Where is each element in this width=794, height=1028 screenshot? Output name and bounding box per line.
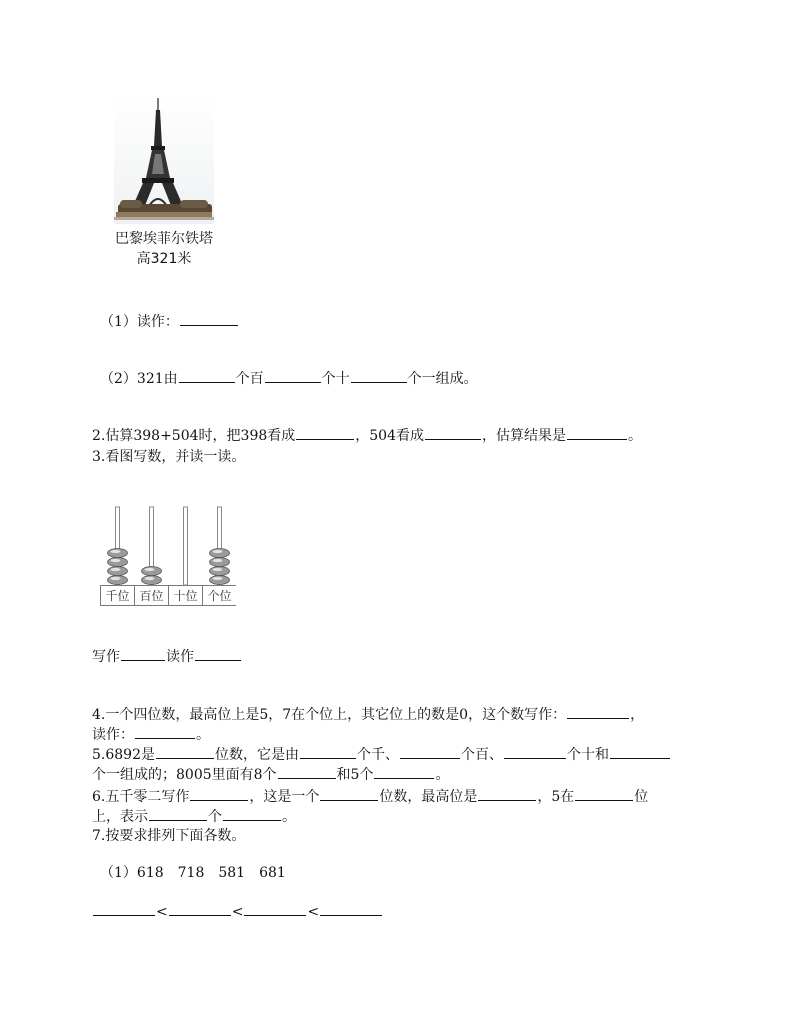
question-text: ，5在 (537, 789, 575, 805)
question-7-numbers: （1）618 718 581 681 (100, 865, 286, 881)
answer-blank[interactable] (296, 425, 354, 440)
answer-blank[interactable] (351, 368, 407, 383)
read-label: 读作 (166, 649, 194, 665)
answer-blank[interactable] (278, 764, 336, 779)
abacus-bead (108, 558, 128, 567)
question-text: 和5个 (336, 767, 374, 783)
question-text: 4.一个四位数，最高位上是5，7在个位上，其它位上的数是0，这个数写作： (92, 707, 567, 723)
abacus-bead (210, 558, 230, 567)
question-2 (92, 425, 642, 445)
eiffel-tower-icon (114, 96, 214, 224)
abacus-diagram (100, 505, 236, 607)
answer-blank[interactable] (400, 744, 460, 759)
question-6-line-2 (92, 806, 296, 826)
question-text: 个一组成的；8005里面有8个 (92, 767, 277, 783)
question-text: ，504看成 (355, 428, 424, 444)
abacus-bead (108, 576, 128, 585)
question-text: 5.6892是 (92, 747, 155, 763)
question-text: 个十和 (567, 747, 609, 763)
question-text: 。 (282, 809, 296, 825)
abacus-place-label: 十位 (173, 589, 198, 603)
abacus-place-label: 个位 (207, 589, 232, 603)
question-text: 6.五千零二写作 (92, 789, 190, 805)
question-7-ordering (92, 901, 383, 921)
answer-blank[interactable] (190, 786, 248, 801)
abacus-bead-highlight (145, 577, 155, 580)
answer-blank[interactable] (156, 744, 214, 759)
abacus-bead (210, 576, 230, 585)
question-text: ，估算结果是 (482, 428, 566, 444)
abacus-bead-highlight (111, 559, 121, 562)
write-answer-blank[interactable] (121, 646, 165, 661)
answer-blank[interactable] (135, 724, 195, 739)
question-text: 个千、 (357, 747, 399, 763)
question-text: 。 (435, 767, 450, 783)
question-text: （1）读作： (100, 314, 179, 330)
question-5-line-1 (92, 744, 671, 764)
question-text: 个一组成。 (407, 371, 478, 387)
abacus-bead-highlight (111, 550, 121, 553)
abacus-bead-highlight (213, 568, 223, 571)
answer-blank[interactable] (374, 764, 434, 779)
answer-blank[interactable] (575, 786, 633, 801)
order-blank-3[interactable] (244, 901, 306, 916)
question-text: 个十 (321, 371, 350, 387)
question-4-line-2 (92, 724, 210, 744)
answer-blank[interactable] (425, 425, 481, 440)
write-label: 写作 (92, 649, 120, 665)
question-text: 。 (628, 428, 642, 444)
answer-blank[interactable] (149, 806, 207, 821)
question-5-line-2 (92, 764, 449, 784)
answer-blank[interactable] (265, 368, 321, 383)
abacus-svg (100, 505, 236, 607)
eiffel-tower-image (114, 96, 214, 224)
abacus-place-label: 百位 (139, 589, 164, 603)
question-text: 2.估算398+504时，把398看成 (92, 428, 296, 444)
answer-blank[interactable] (300, 744, 356, 759)
question-3-title: 3.看图写数，并读一读。 (92, 449, 246, 465)
abacus-bead-highlight (213, 577, 223, 580)
answer-blank[interactable] (504, 744, 566, 759)
abacus-bead-highlight (145, 568, 155, 571)
order-blank-4[interactable] (320, 901, 382, 916)
question-text: ， (630, 707, 645, 723)
less-than-sign: < (231, 904, 244, 920)
question-text: （2）321由 (100, 371, 178, 387)
answer-blank[interactable] (478, 786, 536, 801)
question-text: 读作： (92, 727, 134, 743)
abacus-rod (184, 507, 188, 585)
less-than-sign: < (156, 904, 168, 920)
abacus-bead (108, 567, 128, 576)
question-text: 个 (208, 809, 222, 825)
answer-blank[interactable] (179, 368, 235, 383)
question-1-part-1 (100, 311, 239, 331)
abacus-bead (108, 549, 128, 558)
question-text: 。 (196, 727, 210, 743)
question-4-line-1 (92, 704, 644, 724)
abacus-bead (210, 549, 230, 558)
abacus-bead-highlight (111, 577, 121, 580)
order-blank-1[interactable] (93, 901, 155, 916)
question-3-answers (92, 646, 242, 666)
abacus-bead-highlight (213, 559, 223, 562)
abacus-bead-highlight (111, 568, 121, 571)
answer-blank[interactable] (610, 744, 670, 759)
abacus-bead (210, 567, 230, 576)
question-text: 个百、 (461, 747, 503, 763)
abacus-bead (142, 576, 162, 585)
answer-blank[interactable] (180, 311, 238, 326)
abacus-bead-highlight (213, 550, 223, 553)
answer-blank[interactable] (567, 425, 627, 440)
abacus-bead (142, 567, 162, 576)
abacus-place-label: 千位 (105, 589, 130, 603)
question-text: 位数，最高位是 (379, 789, 478, 805)
question-text: ，这是一个 (249, 789, 320, 805)
answer-blank[interactable] (223, 806, 281, 821)
answer-blank[interactable] (320, 786, 378, 801)
less-than-sign: < (307, 904, 320, 920)
question-text: 位数，它是由 (215, 747, 299, 763)
answer-blank[interactable] (567, 704, 629, 719)
question-text: 位 (634, 789, 649, 805)
tower-caption-line1: 巴黎埃菲尔铁塔 (115, 231, 213, 247)
question-6-line-1 (92, 786, 648, 806)
read-answer-blank[interactable] (195, 646, 241, 661)
question-7-title: 7.按要求排列下面各数。 (92, 828, 246, 844)
order-blank-2[interactable] (169, 901, 231, 916)
question-text: 上，表示 (92, 809, 148, 825)
question-text: 个百 (235, 371, 264, 387)
question-1-part-2 (100, 368, 478, 388)
tower-caption-line2: 高321米 (136, 251, 192, 267)
